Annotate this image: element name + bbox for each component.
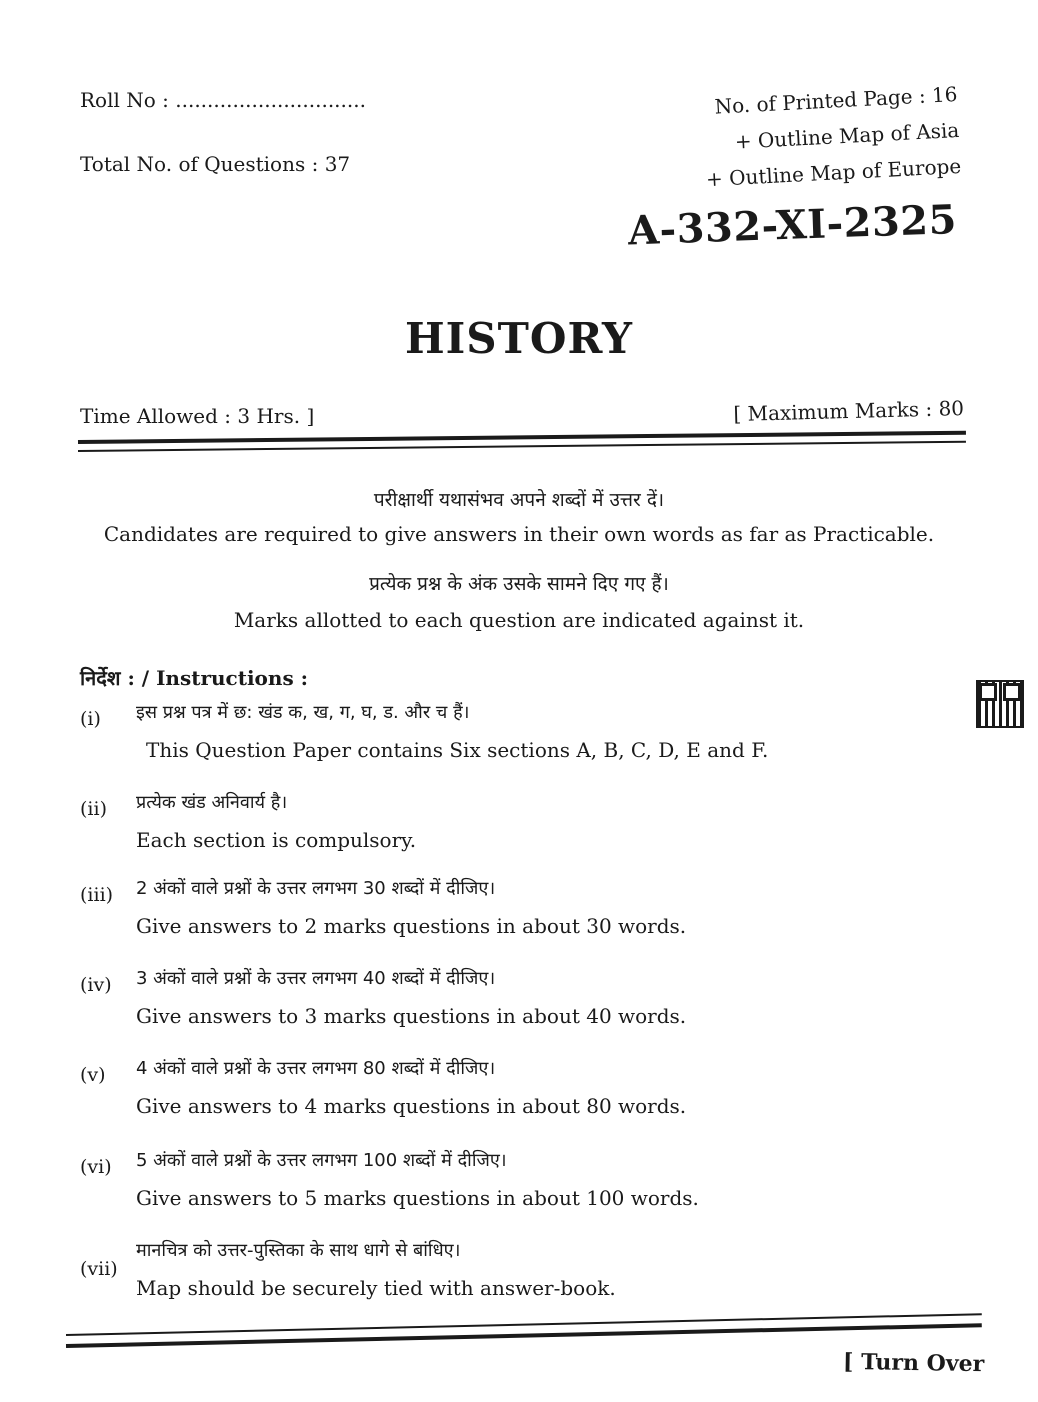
time-allowed: Time Allowed : 3 Hrs. ]: [80, 404, 315, 428]
roll-number-field: Roll No : ..............................: [80, 88, 366, 112]
instruction-number: (i): [80, 708, 101, 730]
instruction-number: (ii): [80, 798, 107, 820]
instruction-hindi: इस प्रश्न पत्र में छ: खंड क, ख, ग, घ, ड. और च हैं।: [136, 702, 470, 723]
instruction-english: Each section is compulsory.: [136, 828, 417, 852]
instruction-hindi: 4 अंकों वाले प्रश्नों के उत्तर लगभग 80 शब्दों में दीजिए।: [136, 1058, 496, 1079]
qr-code-icon: [976, 680, 1024, 728]
turn-over-label: [ Turn Over: [842, 1348, 985, 1378]
instruction-number: (vii): [80, 1258, 118, 1280]
bottom-divider-thick: [66, 1323, 982, 1348]
instruction-number: (vi): [80, 1156, 112, 1178]
printed-pages-block: [701, 76, 962, 197]
general-note-hindi-1: परीक्षार्थी यथासंभव अपने शब्दों में उत्तर दें।: [373, 489, 665, 511]
instruction-english: Give answers to 3 marks questions in about 40 words.: [136, 1004, 687, 1028]
total-questions: Total No. of Questions : 37: [80, 152, 351, 176]
maximum-marks: [ Maximum Marks : 80: [733, 396, 965, 427]
instruction-english: This Question Paper contains Six sections A, B, C, D, E and F.: [146, 738, 769, 762]
instruction-english: Map should be securely tied with answer-book.: [136, 1276, 616, 1300]
general-note-english-2: Marks allotted to each question are indicated against it.: [233, 608, 805, 632]
bottom-divider-thin: [66, 1313, 982, 1335]
instruction-hindi: मानचित्र को उत्तर-पुस्तिका के साथ धागे से बांधिए।: [136, 1240, 461, 1261]
instructions-heading: निर्देश : / Instructions :: [80, 666, 309, 690]
instruction-hindi: 5 अंकों वाले प्रश्नों के उत्तर लगभग 100 शब्दों में दीजिए।: [136, 1150, 507, 1171]
instruction-hindi: 2 अंकों वाले प्रश्नों के उत्तर लगभग 30 शब्दों में दीजिए।: [136, 878, 496, 899]
instruction-english: Give answers to 4 marks questions in about 80 words.: [136, 1094, 687, 1118]
instruction-number: (iii): [80, 884, 114, 906]
paper-code: A-332-XI-2325: [627, 196, 958, 255]
instruction-hindi: प्रत्येक खंड अनिवार्य है।: [136, 792, 288, 813]
outline-map-europe: + Outline Map of Europe: [705, 153, 962, 192]
general-note-english-1: Candidates are required to give answers in their own words as far as Practicable.: [103, 522, 935, 546]
instruction-english: Give answers to 2 marks questions in about 30 words.: [136, 914, 687, 938]
instruction-english: Give answers to 5 marks questions in about 100 words.: [136, 1186, 699, 1210]
subject-title: HISTORY: [404, 314, 634, 363]
instruction-hindi: 3 अंकों वाले प्रश्नों के उत्तर लगभग 40 शब्दों में दीजिए।: [136, 968, 496, 989]
instruction-number: (iv): [80, 974, 112, 996]
outline-map-asia: + Outline Map of Asia: [733, 117, 960, 154]
instruction-number: (v): [80, 1064, 106, 1086]
printed-pages: No. of Printed Page : 16: [713, 81, 958, 119]
general-note-hindi-2: प्रत्येक प्रश्न के अंक उसके सामने दिए गए हैं।: [369, 573, 669, 595]
